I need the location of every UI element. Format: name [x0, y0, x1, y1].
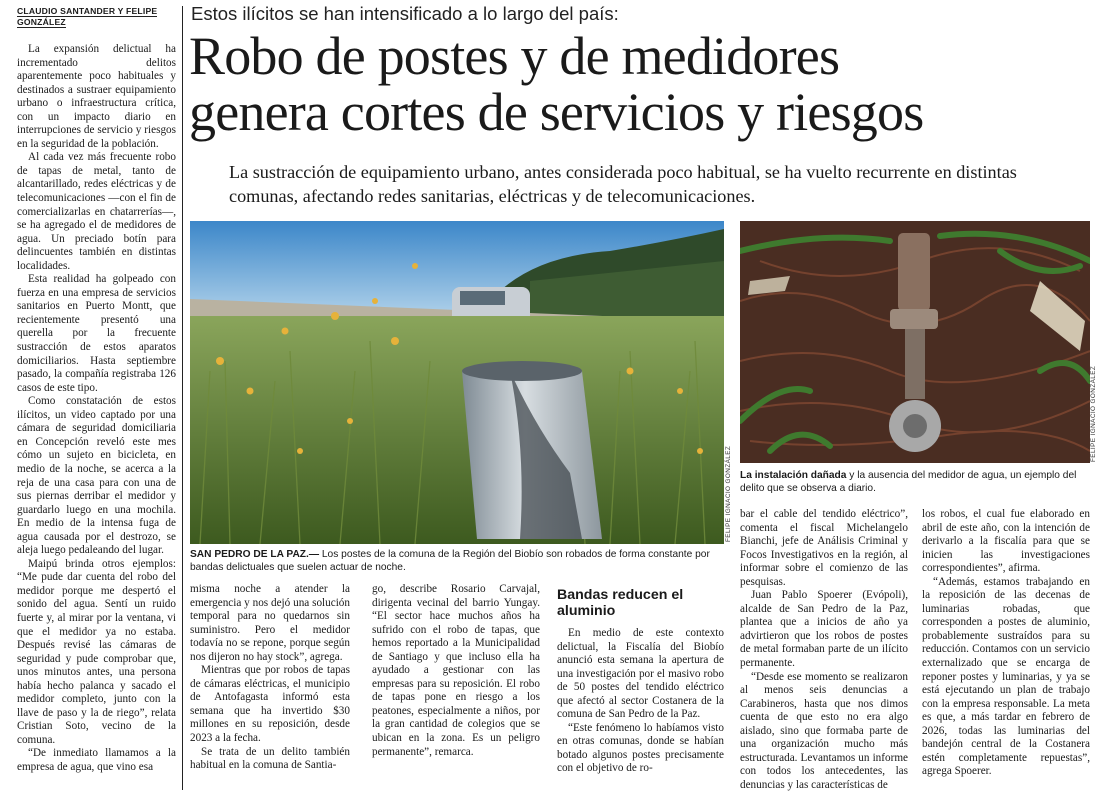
paragraph: go, describe Rosario Carvajal, dirigenta vecinal del barrio Yungay. “El sector hace muchos años ha sufrido con el robo de tapas, que hemos reportado a la Municipalidad de Santiago y que incluso ella ha ayudado a gestionar con las empresas para su reposición. El robo de tapas pone en riesgo a los peatones, especialmente a niños, por la gran cantidad de colegios que se ubican en la zona. Es un peligro permanente”, remarca.	[372, 583, 540, 758]
caption-lead: SAN PEDRO DE LA PAZ.—	[190, 549, 320, 560]
column-divider	[182, 6, 183, 790]
paragraph: Como constatación de estos ilícitos, un video captado por una cámara de seguridad domiciliaria en Concepción reveló este mes cómo un sujeto en bicicleta, en medio de la noche, se acerca a la reja de una casa para con una de sus piernas derribar el medidor y guardarlo luego en una mochila. En medio de la intensa fuga de agua causada por el destrozo, se aleja luego pedaleando del lugar.	[17, 395, 176, 557]
headline-line-1: Robo de postes y de medidores	[189, 26, 840, 86]
paragraph: Se trata de un delito también habitual en la comuna de Santia-	[190, 745, 350, 772]
headline	[189, 28, 1089, 140]
paragraph: “Este fenómeno lo habíamos visto en otras comunas, donde se habían botado algunos postes precisamente con el objetivo de ro-	[557, 721, 724, 775]
caption-text: Los postes de la comuna de la Región del Biobío son robados de forma constante por bandas delictuales que suelen actuar de noche.	[190, 549, 710, 573]
paragraph: Al cada vez más frecuente robo de tapas de metal, tanto de alcantarillado, redes eléctricas y de telecomunicaciones —con el fin de comercializarlas en chatarrerías—, se ha agregado el de medidores de agua. Un preciado botín para delincuentes también en distintas localidades.	[17, 151, 176, 272]
article-column-5	[740, 508, 908, 792]
paragraph: “Desde ese momento se realizaron al menos seis denuncias a Carabineros, hasta que nos dimos cuenta de que esto no era algo aislado, sino que formaba parte de una organización mucho más estructurada. Levantamos un informe con todos los antecedentes, las denuncias y las características de	[740, 670, 908, 791]
article-column-2	[190, 583, 350, 773]
paragraph: bar el cable del tendido eléctrico”, comenta el fiscal Michelangelo Bianchi, jefe de Análisis Criminal y Focos Investigativos en la región, al informar sobre el comienzo de las pesquisas.	[740, 508, 908, 588]
subhead: Bandas reducen el aluminio	[557, 587, 684, 619]
photo-caption-1	[190, 549, 724, 574]
paragraph: “Además, estamos trabajando en la reposición de las decenas de luminarias robadas, que corresponden a postes de aluminio, probablemente sustraídos para su reducción. Contamos con un servicio externalizado que se encarga de reponer postes y luminarias, y ya se está ejecutando un plan de trabajo con la empresa responsable. La meta es que, a más tardar en febrero de 2026, todas las luminarias del bandejón central de la Costanera estén completamente repuestas”, agrega Spoerer.	[922, 575, 1090, 778]
article-column-3	[372, 583, 540, 759]
article-column-6	[922, 508, 1090, 779]
headline-line-2: genera cortes de servicios y riesgos	[189, 82, 924, 142]
article-column-1	[17, 43, 176, 775]
paragraph: Mientras que por robos de tapas de cámaras eléctricas, el municipio de Antofagasta informó esta semana que ha invertido $30 millones en su reposición, desde 2023 a la fecha.	[190, 664, 350, 745]
photo-credit-2: FELIPE IGNACIO GONZÁLEZ	[1090, 365, 1097, 462]
paragraph: Maipú brinda otros ejemplos: “Me pude dar cuenta del robo del medidor porque me despertó el sonido del agua. Sentí un ruido fuerte y, al mirar por la ventana, vi que el medidor ya no estaba. Después revisé las cámaras de seguridad y pude comprobar que, unos minutos antes, una persona había hecho palanca y sacado el medidor completo, junto con la llave de paso y la de riego”, relata Cristian Soto, vecino de la comuna.	[17, 557, 176, 746]
byline-text: CLAUDIO SANTANDER Y FELIPE GONZÁLEZ	[17, 6, 158, 27]
paragraph: Esta realidad ha golpeado con fuerza en una empresa de servicios sanitarios en Puerto Montt, que recientemente presentó una querella por la frecuente sustracción de estos aparatos domiciliarios. Hasta septiembre pasado, la compañía registraba 126 casos de este tipo.	[17, 273, 176, 394]
article-column-4	[557, 627, 724, 776]
paragraph: los robos, el cual fue elaborado en abril de este año, con la intención de derivarlo a la fiscalía para que se inicien las investigaciones correspondientes”, afirma.	[922, 508, 1090, 575]
photo-caption-2	[740, 470, 1090, 495]
photo-credit-1: FELIPE IGNACIO GONZÁLEZ	[725, 445, 732, 542]
paragraph: “De inmediato llamamos a la empresa de agua, que vino esa	[17, 747, 176, 773]
paragraph: En medio de este contexto delictual, la Fiscalía del Biobío anunció esta semana la apertura de una investigación por el masivo robo de 50 postes del tendido eléctrico que afectó al sector Costanera de la comuna de San Pedro de la Paz.	[557, 627, 724, 721]
paragraph: Juan Pablo Spoerer (Evópoli), alcalde de San Pedro de la Paz, plantea que a inicios de año ya advirtieron que los robos de postes de metal formaban parte de un ilícito permanente.	[740, 589, 908, 670]
caption-lead: La instalación dañada	[740, 470, 847, 481]
photo-damaged-installation	[740, 221, 1090, 463]
deck: La sustracción de equipamiento urbano, antes considerada poco habitual, se ha vuelto recurrente en distintas comunas, afectando redes sanitarias, eléctricas y de telecomunicaciones.	[229, 162, 1017, 206]
photo-roadside-post	[190, 221, 724, 544]
paragraph: misma noche a atender la emergencia y nos dejó una solución temporal para no quedarnos sin suministro. Pero el medidor todavía no se repone, porque según nos dijeron no hay stock”, agrega.	[190, 583, 350, 663]
byline	[17, 6, 167, 28]
caption-text: y la ausencia del medidor de agua, un ejemplo del delito que se observa a diario.	[740, 470, 1077, 494]
installation-photo-image	[740, 221, 1090, 463]
paragraph: La expansión delictual ha incrementado delitos aparentemente poco habituales y destinados a sustraer equipamiento urbano o infraestructura crítica, con un impacto diario en interrupciones de servicio y riesgos en la seguridad de la población.	[17, 43, 176, 150]
kicker: Estos ilícitos se han intensificado a lo largo del país:	[191, 3, 619, 24]
roadside-photo-image	[190, 221, 724, 544]
